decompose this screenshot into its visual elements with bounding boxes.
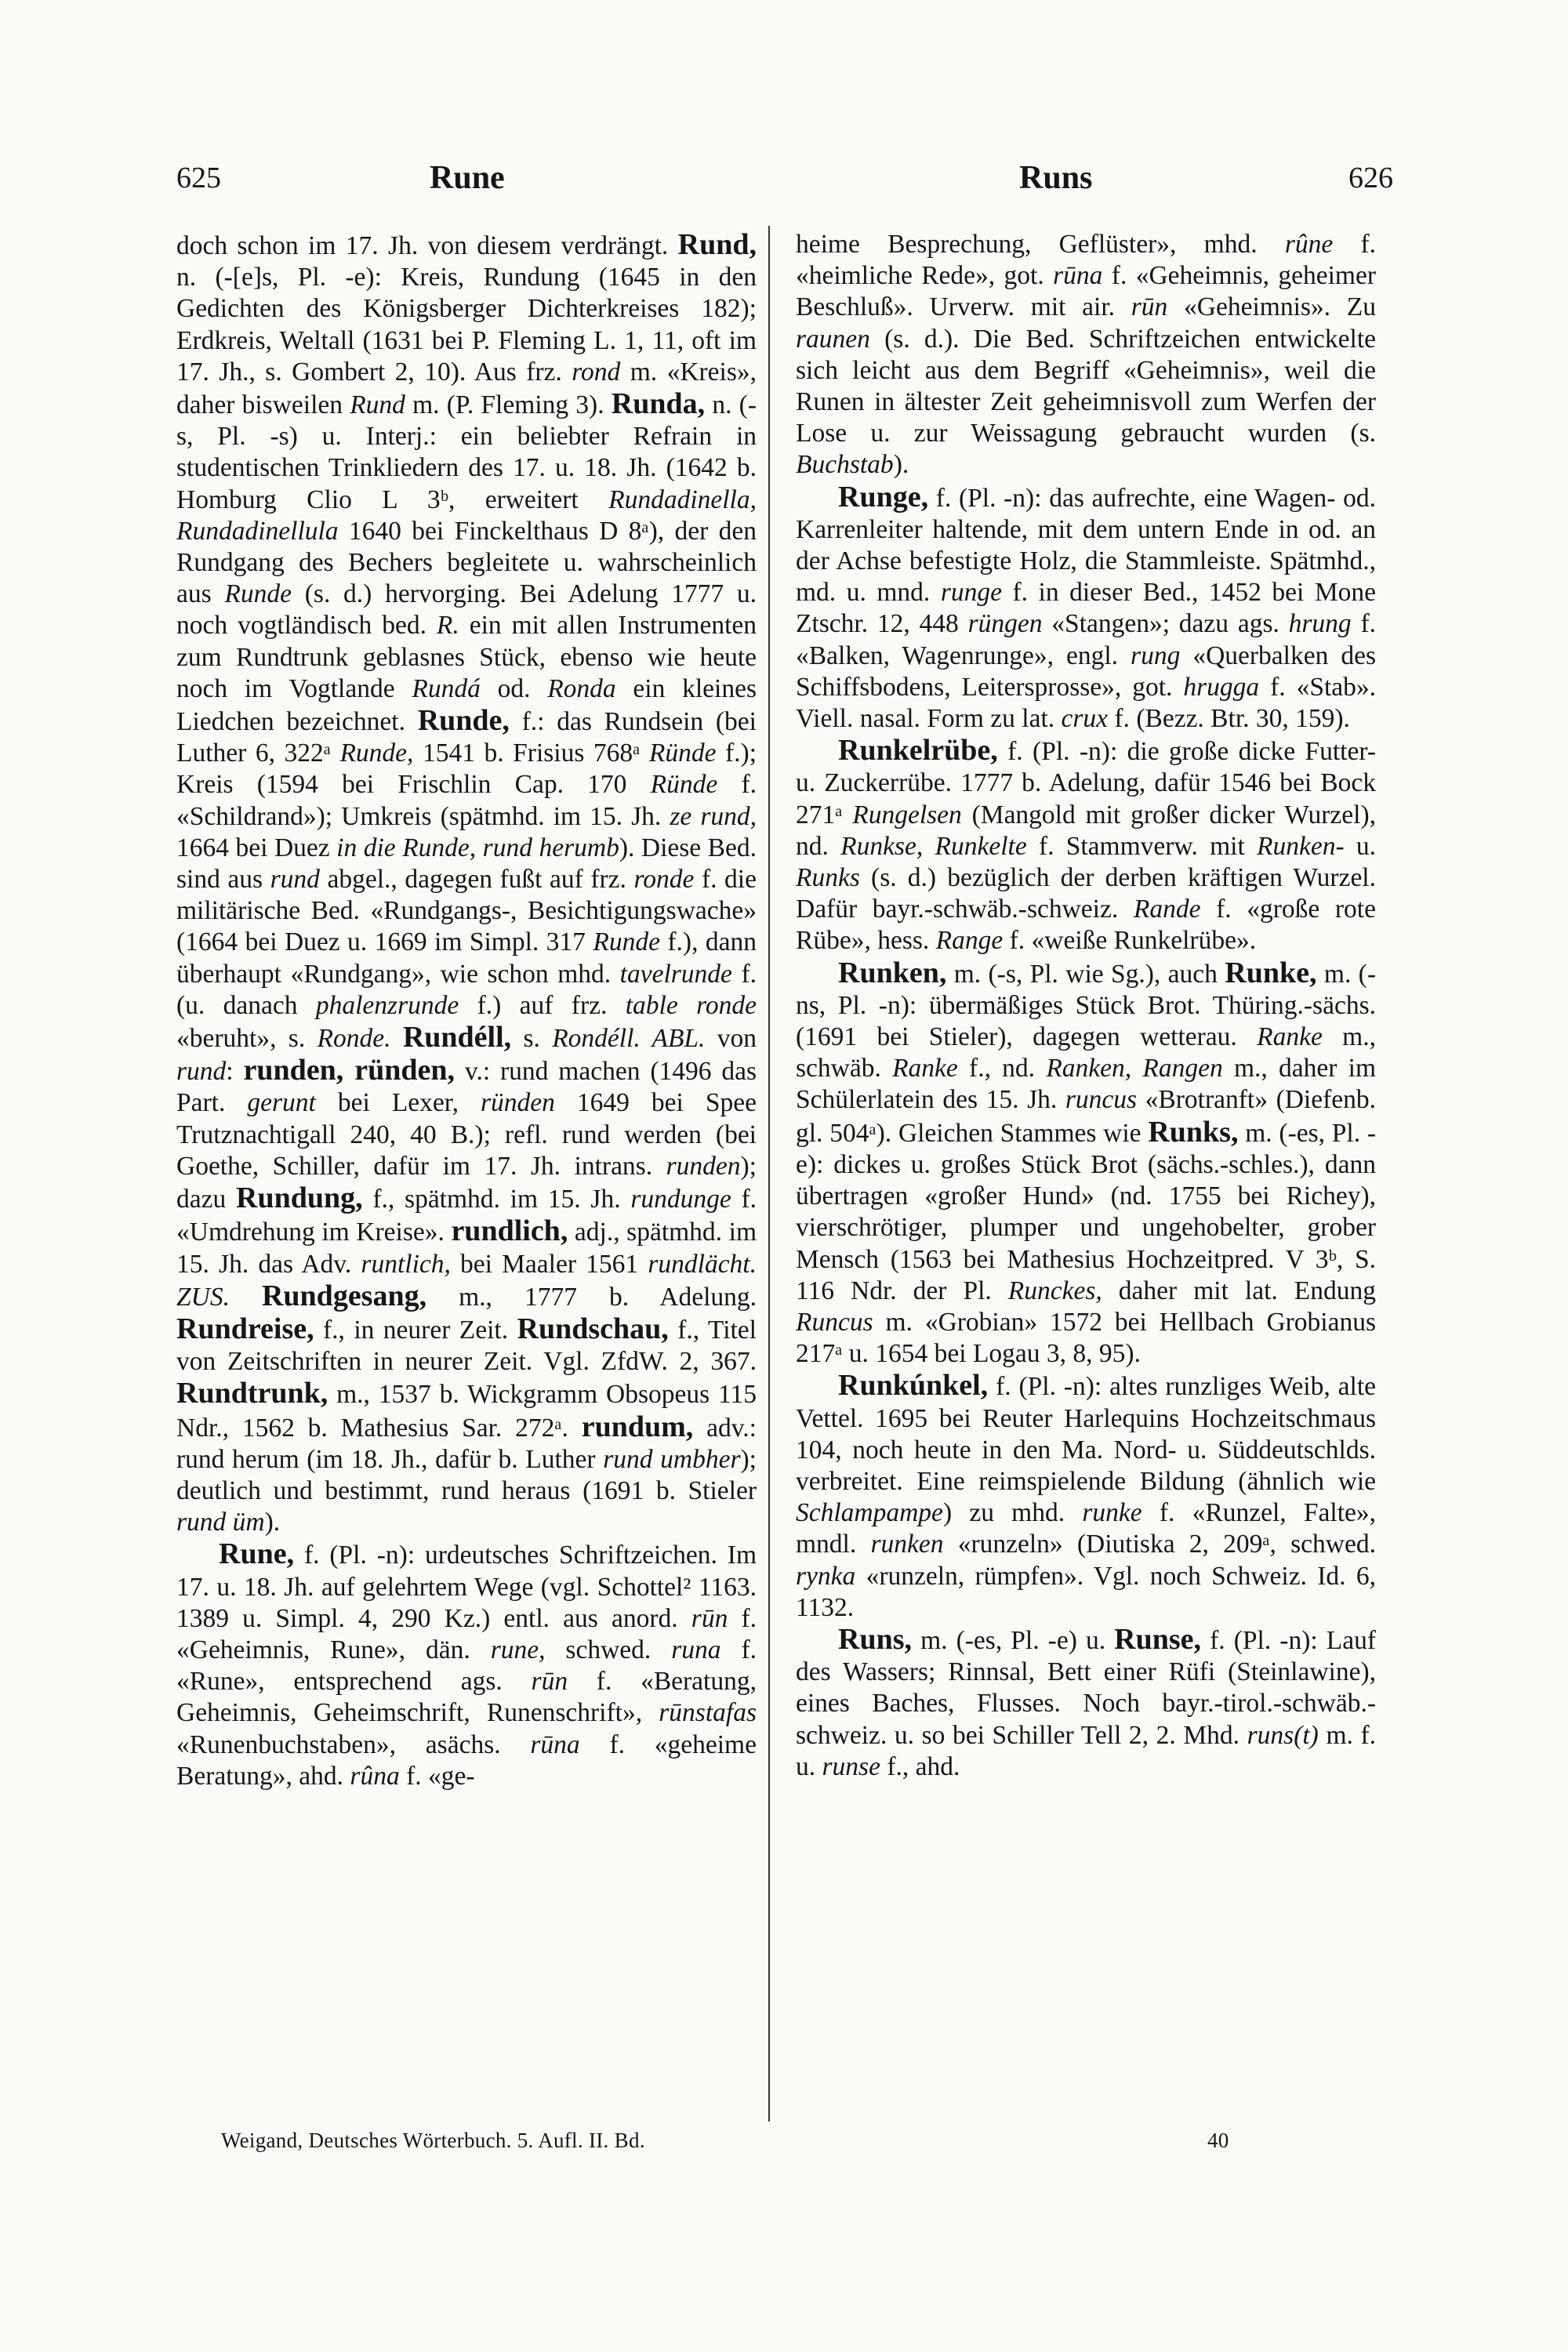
- entry-rune-continued: heime Besprechung, Geflüster», mhd. rûne f. «heimliche Rede», got. rūna f. «Geheimnis, geheimer Beschluß». Urverw. mit air. rūn «Geheimnis». Zu raunen (s. d.). Die Bed. Schriftzeichen entwickelte sich leicht aus dem Begriff «Geheimnis», weil die Runen in ältester Zeit geheimnisvoll zum Werfen der Lose u. zur Weissagung gebraucht wurden (s. Buchstab).: [796, 230, 1376, 480]
- headword: Runks,: [1148, 1115, 1239, 1149]
- signature-mark: 40: [1207, 2129, 1229, 2152]
- headword: Runge,: [838, 480, 929, 514]
- headword: Rundéll,: [402, 1021, 512, 1054]
- headword: Rundgesang,: [261, 1279, 427, 1312]
- headword: Runs,: [838, 1622, 912, 1656]
- right-running-head: Runs: [1019, 160, 1093, 196]
- entry-rune: Rune, f. (Pl. -n): urdeutsches Schriftzeichen. Im 17. u. 18. Jh. auf gelehrtem Wege (vgl. Schottel² 1163. 1389 u. Simpl. 4, 290 Kz.) entl. aus anord. rūn f. «Geheimnis, Rune», dän. rune, schwed. runa f. «Rune», entsprechend ags. rūn f. «Beratung, Geheimnis, Geheimschrift, Runenschrift», rūnstafas «Runenbuchstaben», asächs. rūna f. «geheime Beratung», ahd. rûna f. «ge-: [176, 1537, 757, 1791]
- column-divider: [768, 226, 770, 2122]
- headword: rundum,: [581, 1410, 694, 1443]
- entry-runge: Runge, f. (Pl. -n): das aufrechte, eine Wagen- od. Karrenleiter haltende, mit dem untern Ende in od. an der Achse befestigte Holz, die Stammleiste. Spätmhd., md. u. mnd. runge f. in dieser Bed., 1452 bei Mone Ztschr. 12, 448 rüngen «Stangen»; dazu ags. hrung f. «Balken, Wagenrunge», engl. rung «Querbalken des Schiffsbodens, Leitersprosse», got. hrugga f. «Stab». Viell. nasal. Form zu lat. crux f. (Bezz. Btr. 30, 159).: [796, 480, 1377, 734]
- entry-runkelruebe: Runkelrübe, f. (Pl. -n): die große dicke Futter- u. Zuckerrübe. 1777 b. Adelung, dafür 1546 bei Bock 271ᵃ Rungelsen (Mangold mit großer dicker Wurzel), nd. Runkse, Runkelte f. Stammverw. mit Runken- u. Runks (s. d.) bezüglich der derben kräftigen Wurzel. Dafür bayr.-schwäb.-schweiz. Rande f. «große rote Rübe», hess. Range f. «weiße Runkelrübe».: [796, 734, 1377, 956]
- entry-runken: Runken, m. (-s, Pl. wie Sg.), auch Runke, m. (-ns, Pl. -n): übermäßiges Stück Brot. Thüring.-sächs. (1691 bei Stieler), dagegen wetterau. Ranke m., schwäb. Ranke f., nd. Ranken, Rangen m., daher im Schülerlatein des 15. Jh. runcus «Brotranft» (Diefenb. gl. 504ᵃ). Gleichen Stammes wie Runks, m. (-es, Pl. -e): dickes u. großes Stück Brot (sächs.-schles.), dann übertragen «großer Hund» (nd. 1755 bei Richey), vierschrötiger, plumper und ungehobelter, grober Mensch (1563 bei Mathesius Hochzeitpred. V 3ᵇ, S. 116 Ndr. der Pl. Runckes, daher mit lat. Endung Runcus m. «Grobian» 1572 bei Hellbach Grobianus 217ᵃ u. 1654 bei Logau 3, 8, 95).: [796, 956, 1377, 1369]
- headword: Rune,: [219, 1537, 295, 1571]
- left-page-number: 625: [176, 162, 221, 194]
- left-running-head: Rune: [430, 160, 505, 196]
- right-column: [796, 229, 1376, 1783]
- left-column: [176, 229, 757, 1792]
- headword: Rund,: [677, 228, 757, 261]
- headword: Rundschau,: [517, 1312, 669, 1345]
- headword: Runken,: [838, 956, 947, 989]
- entry-runkunkel: Runkúnkel, f. (Pl. -n): altes runzliges Weib, alte Vettel. 1695 bei Reuter Harlequins Hochzeitschmaus 104, noch heute in den Ma. Nord- u. Süddeutschlds. verbreitet. Eine reimspielende Bildung (ähnlich wie Schlampampe) zu mhd. runke f. «Runzel, Falte», mndl. runken «runzeln» (Diutiska 2, 209ᵃ, schwed. rynka «runzeln, rümpfen». Vgl. noch Schweiz. Id. 6, 1132.: [796, 1369, 1376, 1622]
- headword: Runkelrübe,: [838, 734, 998, 768]
- headword: Runke,: [1225, 956, 1317, 989]
- headword: Runde,: [417, 704, 510, 738]
- headword: Runkúnkel,: [838, 1369, 989, 1403]
- right-page-number: 626: [1348, 162, 1393, 194]
- footer-citation: Weigand, Deutsches Wörterbuch. 5. Aufl. II. Bd.: [221, 2129, 645, 2152]
- headword: Rundung,: [236, 1181, 363, 1215]
- entry-runs: Runs, m. (-es, Pl. -e) u. Runse, f. (Pl. -n): Lauf des Wassers; Rinnsal, Bett einer Rüfi (Steinlawine), eines Baches, Flusses. Noch bayr.-tirol.-schwäb.-schweiz. u. so bei Schiller Tell 2, 2. Mhd. runs(t) m. f. u. runse f., ahd.: [796, 1622, 1377, 1781]
- headword: Runse,: [1114, 1622, 1202, 1656]
- entry-rund: doch schon im 17. Jh. von diesem verdrängt. Rund, n. (-[e]s, Pl. -e): Kreis, Rundung (1645 in den Gedichten des Königsberger Dichterkreises 182); Erdkreis, Weltall (1631 bei P. Fleming L. 1, 11, oft im 17. Jh., s. Gombert 2, 10). Aus frz. rond m. «Kreis», daher bisweilen Rund m. (P. Fleming 3). Runda, n. (-s, Pl. -s) u. Interj.: ein beliebter Refrain in studentischen Trinkliedern des 17. u. 18. Jh. (1642 b. Homburg Clio L 3ᵇ, erweitert Rundadinella, Rundadinellula 1640 bei Finckelthaus D 8ᵃ), der den Rundgang des Bechers begleitete u. wahrscheinlich aus Runde (s. d.) hervorging. Bei Adelung 1777 u. noch vogtländisch bed. R. ein mit allen Instrumenten zum Rundtrunk geblasnes Stück, ebenso wie heute noch im Vogtlande Rundá od. Ronda ein kleines Liedchen bezeichnet. Runde, f.: das Rundsein (bei Luther 6, 322ᵃ Runde, 1541 b. Frisius 768ᵃ Ründe f.); Kreis (1594 bei Frischlin Cap. 170 Ründe f. «Schildrand»); Umkreis (spätmhd. im 15. Jh. ze rund, 1664 bei Duez in die Runde, rund herumb). Diese Bed. sind aus rund abgel., dagegen fußt auf frz. ronde f. die militärische Bed. «Rundgangs-, Besichtigungswache» (1664 bei Duez u. 1669 im Simpl. 317 Runde f.), dann überhaupt «Rundgang», wie schon mhd. tavelrunde f. (u. danach phalenzrunde f.) auf frz. table ronde «beruht», s. Ronde. Rundéll, s. Rondéll. ABL. von rund: runden, ründen, v.: rund machen (1496 das Part. gerunt bei Lexer, ründen 1649 bei Spee Trutznachtigall 240, 40 B.); refl. rund werden (bei Goethe, Schiller, dafür im 17. Jh. intrans. runden); dazu Rundung, f., spätmhd. im 15. Jh. rundunge f. «Umdrehung im Kreise». rundlich, adj., spätmhd. im 15. Jh. das Adv. runtlich, bei Maaler 1561 rundlächt. ZUS. Rundgesang, m., 1777 b. Adelung. Rundreise, f., in neurer Zeit. Rundschau, f., Titel von Zeitschriften in neurer Zeit. Vgl. ZfdW. 2, 367. Rundtrunk, m., 1537 b. Wickgramm Obsopeus 115 Ndr., 1562 b. Mathesius Sar. 272ᵃ. rundum, adv.: rund herum (im 18. Jh., dafür b. Luther rund umbher); deutlich und bestimmt, rund heraus (1691 b. Stieler rund üm).: [176, 228, 757, 1537]
- headword: Rundreise,: [176, 1312, 314, 1345]
- headword: runden, ründen,: [243, 1054, 456, 1087]
- headword: Rundtrunk,: [176, 1377, 328, 1410]
- headword: rundlich,: [451, 1214, 568, 1248]
- headword: Runda,: [611, 387, 706, 421]
